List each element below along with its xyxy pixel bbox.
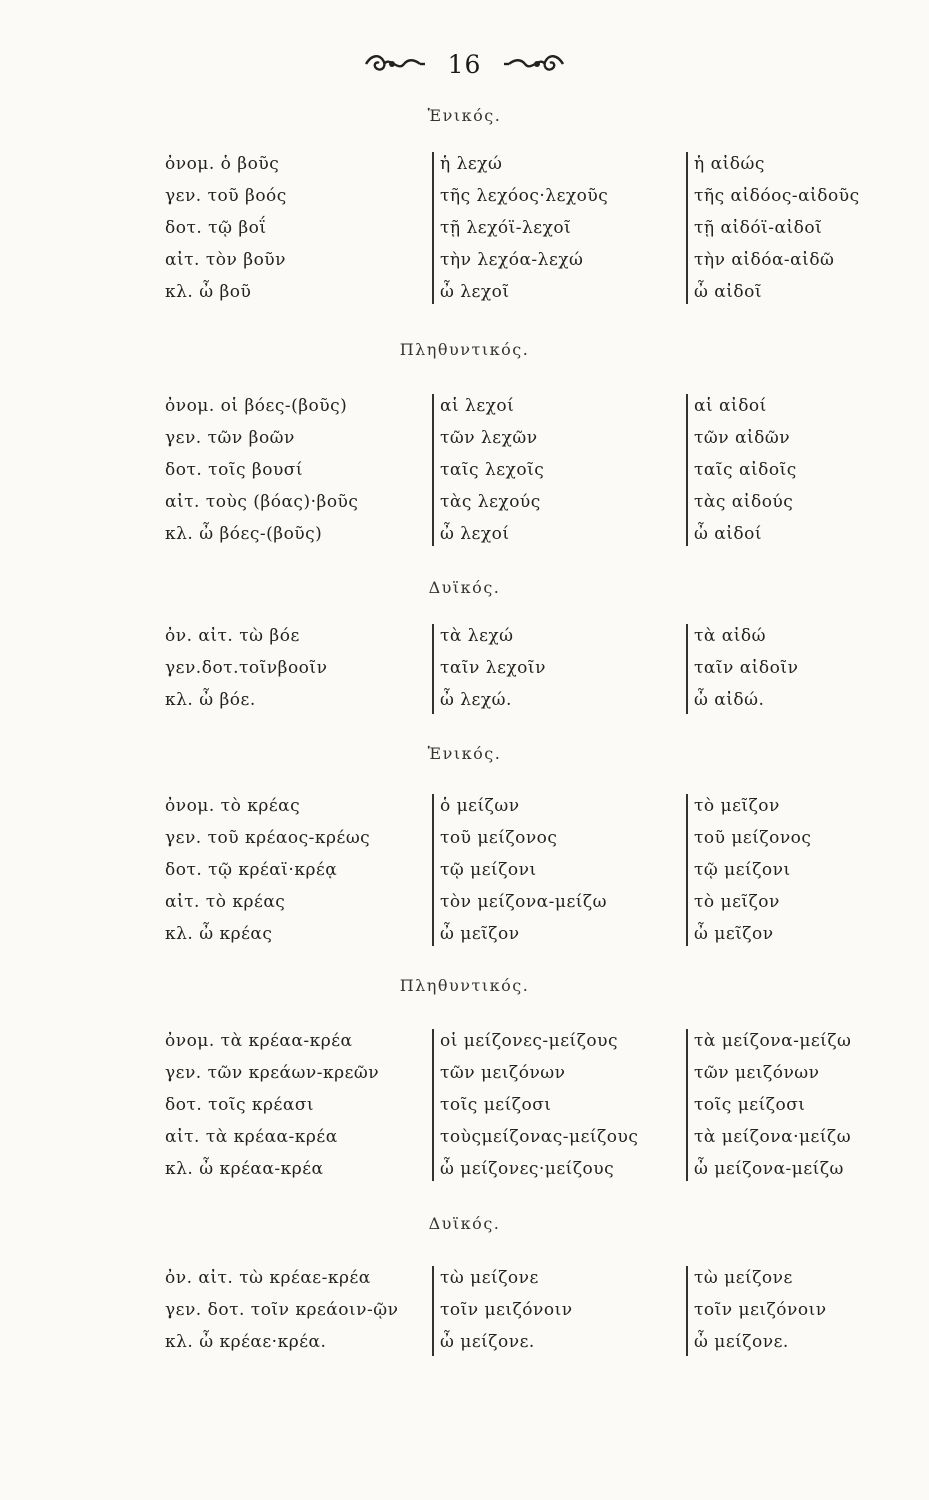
form-cell: κλ. ὦ κρέαε·κρέα. [165,1332,327,1352]
table-row [0,1121,929,1153]
section-heading: Δυϊκός. [428,578,501,597]
form-cell: γεν. δοτ. τοῖν κρεάοιν-ῷν [165,1300,399,1320]
form-cell: γεν.δοτ.τοῖνβοοῖν [165,658,328,678]
form-cell: ἡ λεχώ [440,154,503,174]
form-cell: γεν. τῶν κρεάων-κρεῶν [165,1063,380,1083]
form-cell: δοτ. τοῖς βουσί [165,460,304,480]
declension-table [0,790,929,950]
form-cell: ὦ λεχοί [440,524,510,544]
declension-table [0,1025,929,1185]
form-cell: ὦ μείζονα-μείζω [694,1159,844,1179]
form-cell: ὦ λεχώ. [440,690,512,710]
form-cell: τῷ μείζονι [440,860,537,880]
table-row [0,180,929,212]
section-heading: Δυϊκός. [428,1214,501,1233]
form-cell: τῶν μειζόνων [440,1063,566,1083]
form-cell: δοτ. τῷ κρέαϊ·κρέᾳ [165,860,338,880]
form-cell: ταῖς αἰδοῖς [694,460,797,480]
form-cell: κλ. ὦ βόε. [165,690,256,710]
form-cell: ὦ αἰδώ. [694,690,765,710]
form-cell: τῶν λεχῶν [440,428,538,448]
form-cell: τοῖν μειζόνοιν [440,1300,573,1320]
table-row [0,486,929,518]
form-cell: τὴν λεχόα-λεχώ [440,250,584,270]
left-ornament-icon [364,52,426,76]
form-cell: τῇ λεχόϊ-λεχοῖ [440,218,572,238]
form-cell: αἰτ. τοὺς (βόας)·βοῦς [165,492,359,512]
form-cell: ὦ μείζονε. [440,1332,535,1352]
form-cell: τοῦ μείζονος [440,828,558,848]
form-cell: τῆς λεχόος·λεχοῦς [440,186,609,206]
form-cell: αἰτ. τὸν βοῦν [165,250,286,270]
form-cell: τοῖν μειζόνοιν [694,1300,827,1320]
table-row [0,1262,929,1294]
table-row [0,1153,929,1185]
form-cell: τὴν αἰδόα-αἰδῶ [694,250,835,270]
table-row [0,244,929,276]
table-row [0,822,929,854]
form-cell: τοῖς μείζοσι [440,1095,552,1115]
form-cell: ὀνομ. ὁ βοῦς [165,154,280,174]
form-cell: τὼ μείζονε [440,1268,539,1288]
table-row [0,918,929,950]
page-number: 16 [447,49,482,79]
form-cell: τῶν μειζόνων [694,1063,820,1083]
table-row [0,148,929,180]
form-cell: κλ. ὦ κρέαα-κρέα [165,1159,324,1179]
form-cell: δοτ. τῷ βοΐ [165,218,267,238]
table-row [0,620,929,652]
form-cell: κλ. ὦ κρέας [165,924,273,944]
form-cell: τῇ αἰδόϊ-αἰδοῖ [694,218,823,238]
table-row [0,390,929,422]
form-cell: ὦ μεῖζον [694,924,774,944]
table-row [0,790,929,822]
table-row [0,684,929,716]
form-cell: κλ. ὦ βόες-(βοῦς) [165,524,323,544]
form-cell: αἱ αἰδοί [694,396,767,416]
form-cell: ὦ αἰδοί [694,524,763,544]
form-cell: τῷ μείζονι [694,860,791,880]
declension-table [0,390,929,550]
form-cell: ὦ μεῖζον [440,924,520,944]
form-cell: ὦ μείζονε. [694,1332,789,1352]
form-cell: ὦ αἰδοῖ [694,282,763,302]
table-row [0,1089,929,1121]
form-cell: τὰ μείζονα-μείζω [694,1031,852,1051]
form-cell: τὰ αἰδώ [694,626,767,646]
section-heading: Πληθυντικός. [399,340,530,359]
table-row [0,454,929,486]
table-row [0,212,929,244]
table-row [0,1294,929,1326]
declension-table [0,1262,929,1358]
form-cell: γεν. τοῦ κρέαος-κρέως [165,828,371,848]
form-cell: τὰς αἰδούς [694,492,794,512]
form-cell: τῶν αἰδῶν [694,428,791,448]
form-cell: τοῖς μείζοσι [694,1095,806,1115]
form-cell: κλ. ὦ βοῦ [165,282,252,302]
section-heading: Ἑνικός. [427,106,502,125]
right-ornament-icon [503,52,565,76]
form-cell: τῆς αἰδόος-αἰδοῦς [694,186,860,206]
section-heading: Ἑνικός. [427,744,502,763]
form-cell: ὀνομ. τὰ κρέαα-κρέα [165,1031,353,1051]
declension-table [0,148,929,308]
form-cell: τὼ μείζονε [694,1268,793,1288]
form-cell: ταῖν λεχοῖν [440,658,546,678]
form-cell: τὸν μείζονα-μείζω [440,892,608,912]
form-cell: ὀνομ. οἱ βόες-(βοῦς) [165,396,348,416]
form-cell: οἱ μείζονες-μείζους [440,1031,619,1051]
table-row [0,854,929,886]
table-row [0,1025,929,1057]
form-cell: ὀνομ. τὸ κρέας [165,796,301,816]
form-cell: δοτ. τοῖς κρέασι [165,1095,315,1115]
form-cell: γεν. τῶν βοῶν [165,428,295,448]
form-cell: αἰτ. τὸ κρέας [165,892,286,912]
form-cell: ταῖν αἰδοῖν [694,658,799,678]
form-cell: αἰτ. τὰ κρέαα-κρέα [165,1127,338,1147]
table-row [0,518,929,550]
form-cell: τὸ μεῖζον [694,796,780,816]
table-row [0,652,929,684]
form-cell: τὸ μεῖζον [694,892,780,912]
form-cell: τὰ μείζονα·μείζω [694,1127,852,1147]
table-row [0,422,929,454]
form-cell: γεν. τοῦ βοός [165,186,287,206]
declension-table [0,620,929,716]
table-row [0,886,929,918]
page-header [0,44,929,84]
form-cell: ὀν. αἰτ. τὼ κρέαε-κρέα [165,1268,371,1288]
table-row [0,1326,929,1358]
form-cell: ταῖς λεχοῖς [440,460,545,480]
form-cell: ἡ αἰδώς [694,154,765,174]
table-row [0,276,929,308]
form-cell: αἱ λεχοί [440,396,515,416]
form-cell: ὦ μείζονες·μείζους [440,1159,615,1179]
form-cell: ὁ μείζων [440,796,520,816]
form-cell: τοὺςμείζονας-μείζους [440,1127,639,1147]
form-cell: τὰ λεχώ [440,626,514,646]
table-row [0,1057,929,1089]
form-cell: ὀν. αἰτ. τὼ βόε [165,626,300,646]
form-cell: ὦ λεχοῖ [440,282,510,302]
form-cell: τοῦ μείζονος [694,828,812,848]
section-heading: Πληθυντικός. [399,976,530,995]
form-cell: τὰς λεχούς [440,492,541,512]
